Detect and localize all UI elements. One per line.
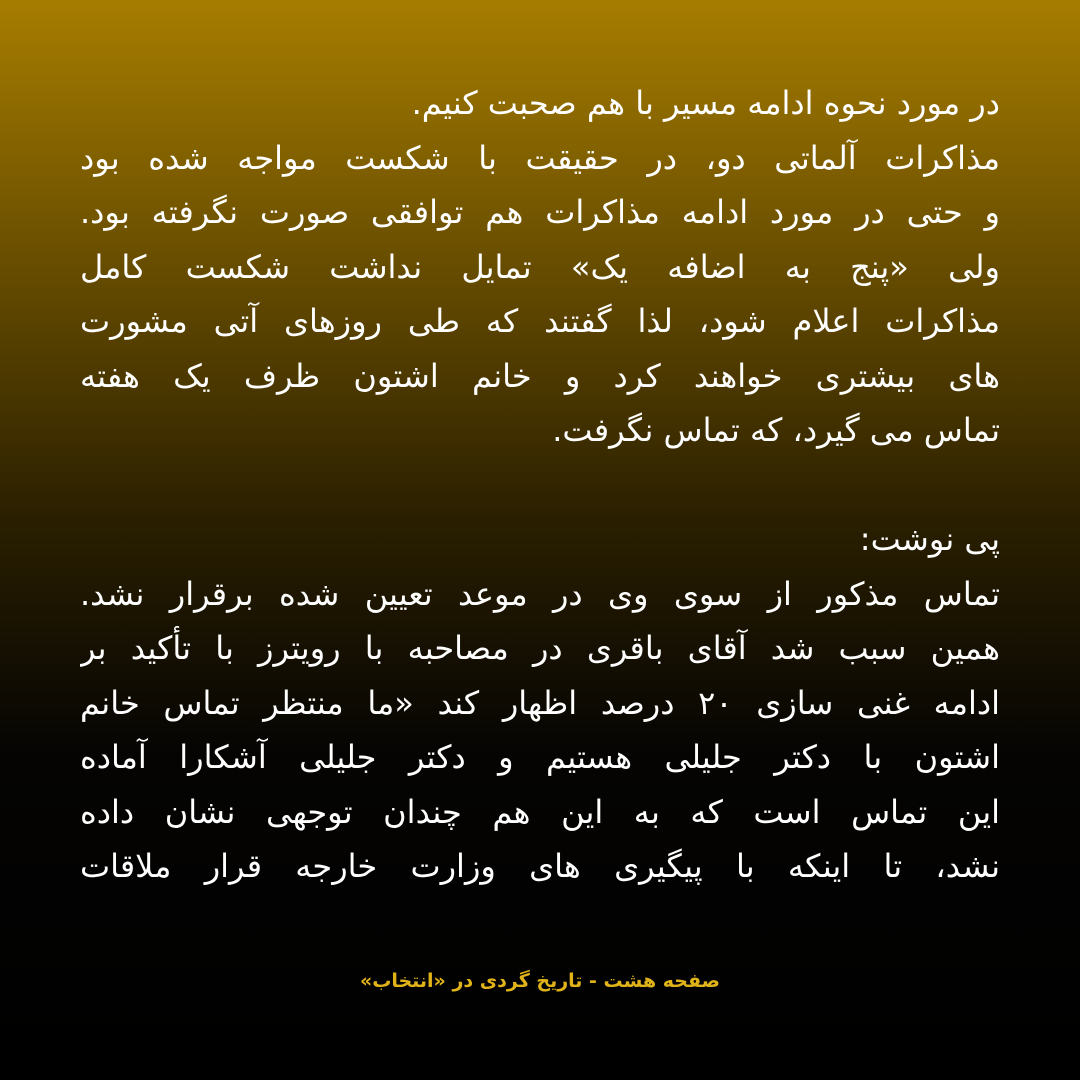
text-line: مذاکرات آلماتی دو، در حقیقت با شکست مواجه شده بود [80,138,1000,177]
text-line: مذاکرات اعلام شود، لذا گفتند که طی روزهای آتی مشورت [80,302,1000,340]
text-line: در مورد نحوه ادامه مسیر با هم صحبت کنیم. [411,84,1000,122]
article-body [80,76,1000,894]
text-line: همین سبب شد آقای باقری در مصاحبه با رویترز با تأکید بر [80,629,1000,667]
paragraph-2 [80,567,1000,894]
postscript-heading: پی نوشت: [859,520,1000,558]
text-line: و حتی در مورد ادامه مذاکرات هم توافقی صورت نگرفته بود. [80,193,1000,231]
text-line: تماس مذکور از سوی وی در موعد تعیین شده برقرار نشد. [80,574,1000,613]
paragraph-1 [80,76,1000,458]
text-line: های بیشتری خواهند کرد و خانم اشتون ظرف یک هفته [80,356,1000,395]
paragraph-spacer [80,458,1000,513]
text-line: نشد، تا اینکه با پیگیری های وزارت خارجه قرار ملاقات [80,847,1000,885]
text-line: ولی «پنج به اضافه یک» تمایل نداشت شکست کامل [80,247,1000,286]
text-line: این تماس است که به این هم چندان توجهی نشان داده [80,792,1000,831]
text-line: ادامه غنی سازی ۲۰ درصد اظهار کند «ما منتظر تماس خانم [80,683,1000,722]
text-line: اشتون با دکتر جلیلی هستیم و دکتر جلیلی آشکارا آماده [80,738,1000,776]
text-line: تماس می گیرد، که تماس نگرفت. [552,411,1000,449]
footer-caption: صفحه هشت - تاریخ گردی در «انتخاب» [359,970,721,992]
